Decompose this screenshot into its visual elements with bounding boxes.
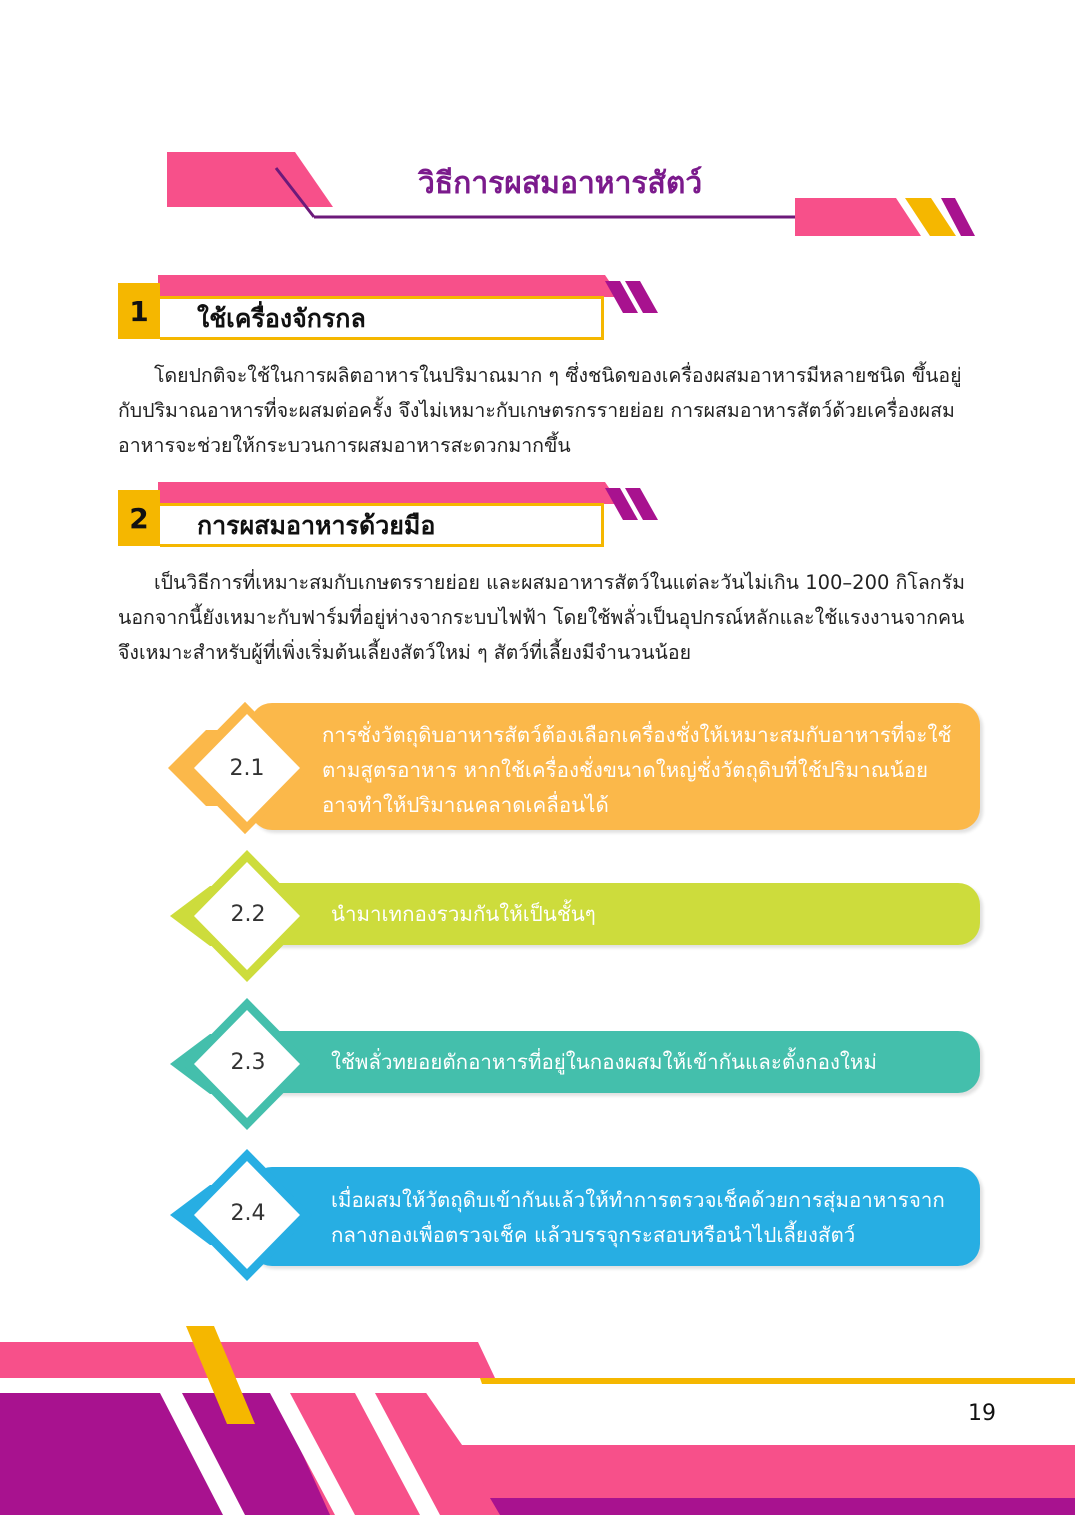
section-1-paragraph: โดยปกติจะใช้ในการผลิตอาหารในปริมาณมาก ๆ ซึ่งชนิดของเครื่องผสมอาหารมีหลายชนิด ขึ้นอยู่กับปริมาณอาหารที่จะผสมต่อครั้ง จึงไม่เหมาะกับเกษตรกรรายย่อย การผสมอาหารสัตว์ด้วยเครื่องผสมอาหารจะช่วยให้กระบวนการผสมอาหารสะดวกมากขึ้น	[118, 364, 962, 457]
footer-decoration	[0, 1300, 1075, 1515]
step-2-1-text: การชั่งวัตถุดิบอาหารสัตว์ต้องเลือกเครื่องชั่งให้เหมาะสมกับอาหารที่จะใช้ตามสูตรอาหาร หากใช้เครื่องชั่งขนาดใหญ่ชั่งวัตถุดิบที่ใช้ปริมาณน้อย อาจทำให้ปริมาณคลาดเคลื่อนได้	[322, 723, 952, 817]
page-title: วิธีการผสมอาหารสัตว์	[418, 166, 703, 201]
step-2-1-number: 2.1	[229, 756, 265, 781]
section-2-paragraph: เป็นวิธีการที่เหมาะสมกับเกษตรรายย่อย และผสมอาหารสัตว์ในแต่ละวันไม่เกิน 100–200 กิโลกรัม นอกจากนี้ยังเหมาะกับฟาร์มที่อยู่ห่างจากระบบไฟฟ้า โดยใช้พลั่วเป็นอุปกรณ์หลักและใช้แรงงานจากคน จึงเหมาะสำหรับผู้ที่เพิ่งเริ่มต้นเลี้ยงสัตว์ใหม่ ๆ สัตว์ที่เลี้ยงมีจำนวนน้อย	[118, 571, 965, 664]
step-2-3-text: ใช้พลั่วทยอยตักอาหารที่อยู่ในกองผสมให้เข้ากันและตั้งกองใหม่	[331, 1050, 877, 1074]
step-2-4-number: 2.4	[230, 1201, 266, 1226]
section-1-title: ใช้เครื่องจักรกล	[197, 304, 366, 333]
section-2-title: การผสมอาหารด้วยมือ	[197, 511, 436, 540]
step-2-4-text: เมื่อผสมให้วัตถุดิบเข้ากันแล้วให้ทำการตรวจเช็คด้วยการสุ่มอาหารจากกลางกองเพื่อตรวจเช็ค แล้วบรรจุกระสอบหรือนำไปเลี้ยงสัตว์	[331, 1188, 945, 1247]
section-2-number: 2	[118, 490, 160, 546]
step-2-3-number: 2.3	[230, 1050, 266, 1075]
step-2-2-text: นำมาเทกองรวมกันให้เป็นชั้นๆ	[331, 902, 596, 926]
section-1-number: 1	[118, 283, 160, 339]
step-2-2-number: 2.2	[230, 902, 266, 927]
title-banner-decoration	[0, 0, 1075, 260]
page-number: 19	[968, 1401, 996, 1426]
